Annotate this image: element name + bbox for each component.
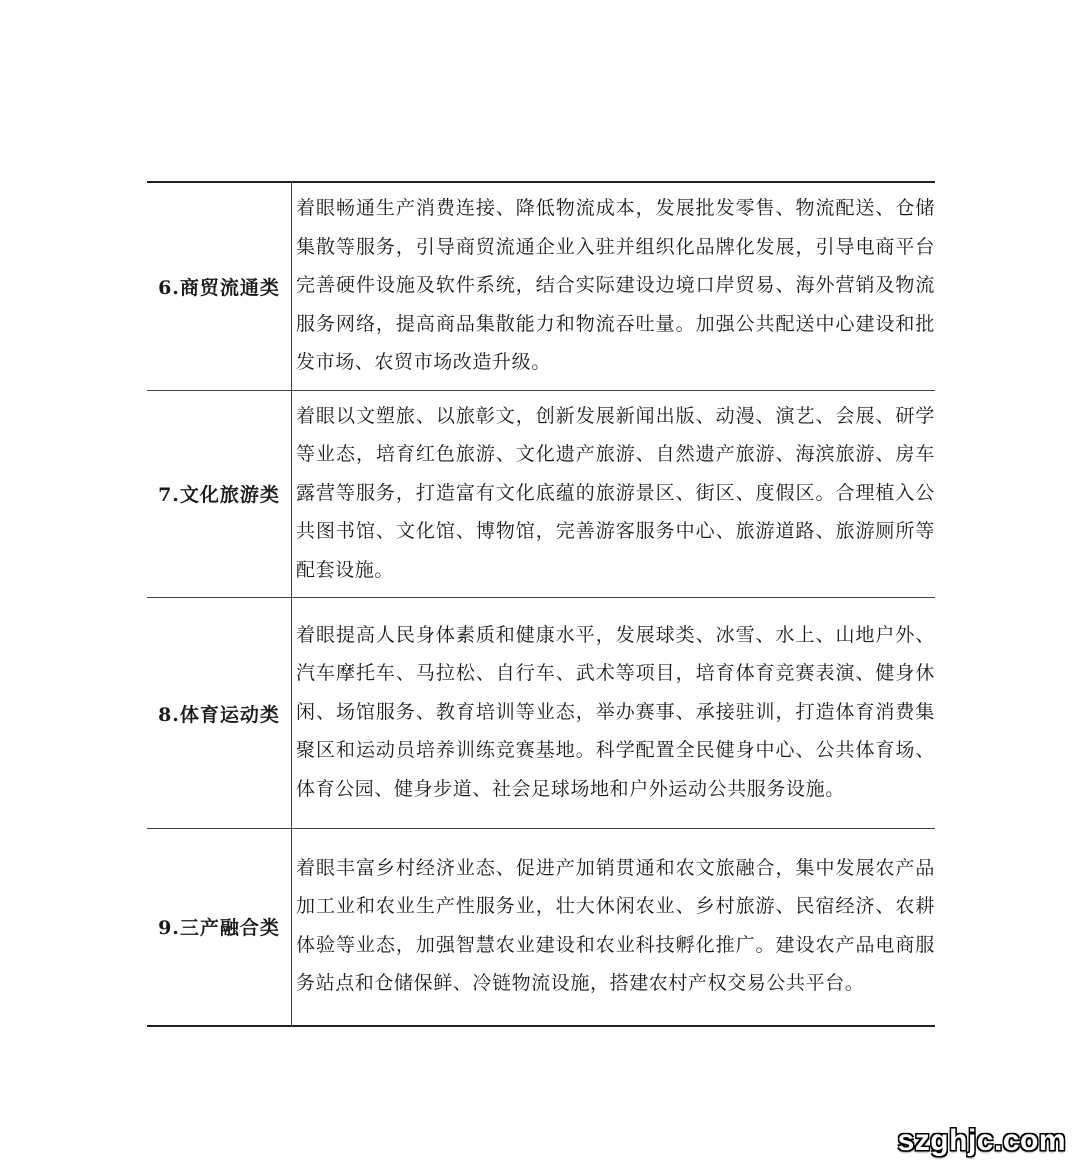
category-description: 着眼以文塑旅、以旅彰文，创新发展新闻出版、动漫、演艺、会展、研学等业态，培育红色旅游、文化遗产旅游、自然遗产旅游、海滨旅游、房车露营等服务，打造富有文化底蕴的旅游景区、街区、度假区。合理植入公共图书馆、文化馆、博物馆，完善游客服务中心、旅游道路、旅游厕所等配套设施。 xyxy=(292,390,936,598)
category-label: 8.体育运动类 xyxy=(147,598,292,829)
table-row xyxy=(147,390,935,598)
category-description: 着眼丰富乡村经济业态、促进产加销贯通和农文旅融合，集中发展农产品加工业和农业生产性服务业，壮大休闲农业、乡村旅游、民宿经济、农耕体验等业态，加强智慧农业建设和农业科技孵化推广。建设农产品电商服务站点和仓储保鲜、冷链物流设施，搭建农村产权交易公共平台。 xyxy=(292,829,936,1026)
table-row xyxy=(147,829,935,1026)
industry-category-table xyxy=(147,181,935,1027)
category-description: 着眼提高人民身体素质和健康水平，发展球类、冰雪、水上、山地户外、汽车摩托车、马拉松、自行车、武术等项目，培育体育竞赛表演、健身休闲、场馆服务、教育培训等业态，举办赛事、承接驻训，打造体育消费集聚区和运动员培养训练竞赛基地。科学配置全民健身中心、公共体育场、体育公园、健身步道、社会足球场地和户外运动公共服务设施。 xyxy=(292,598,936,829)
category-label: 7.文化旅游类 xyxy=(147,390,292,598)
site-watermark: szghjc.com xyxy=(897,1124,1066,1157)
category-label: 6.商贸流通类 xyxy=(147,182,292,390)
table-row xyxy=(147,182,935,390)
table-row xyxy=(147,598,935,829)
category-description: 着眼畅通生产消费连接、降低物流成本，发展批发零售、物流配送、仓储集散等服务，引导商贸流通企业入驻并组织化品牌化发展，引导电商平台完善硬件设施及软件系统，结合实际建设边境口岸贸易、海外营销及物流服务网络，提高商品集散能力和物流吞吐量。加强公共配送中心建设和批发市场、农贸市场改造升级。 xyxy=(296,197,935,373)
category-label: 9.三产融合类 xyxy=(147,829,292,1026)
